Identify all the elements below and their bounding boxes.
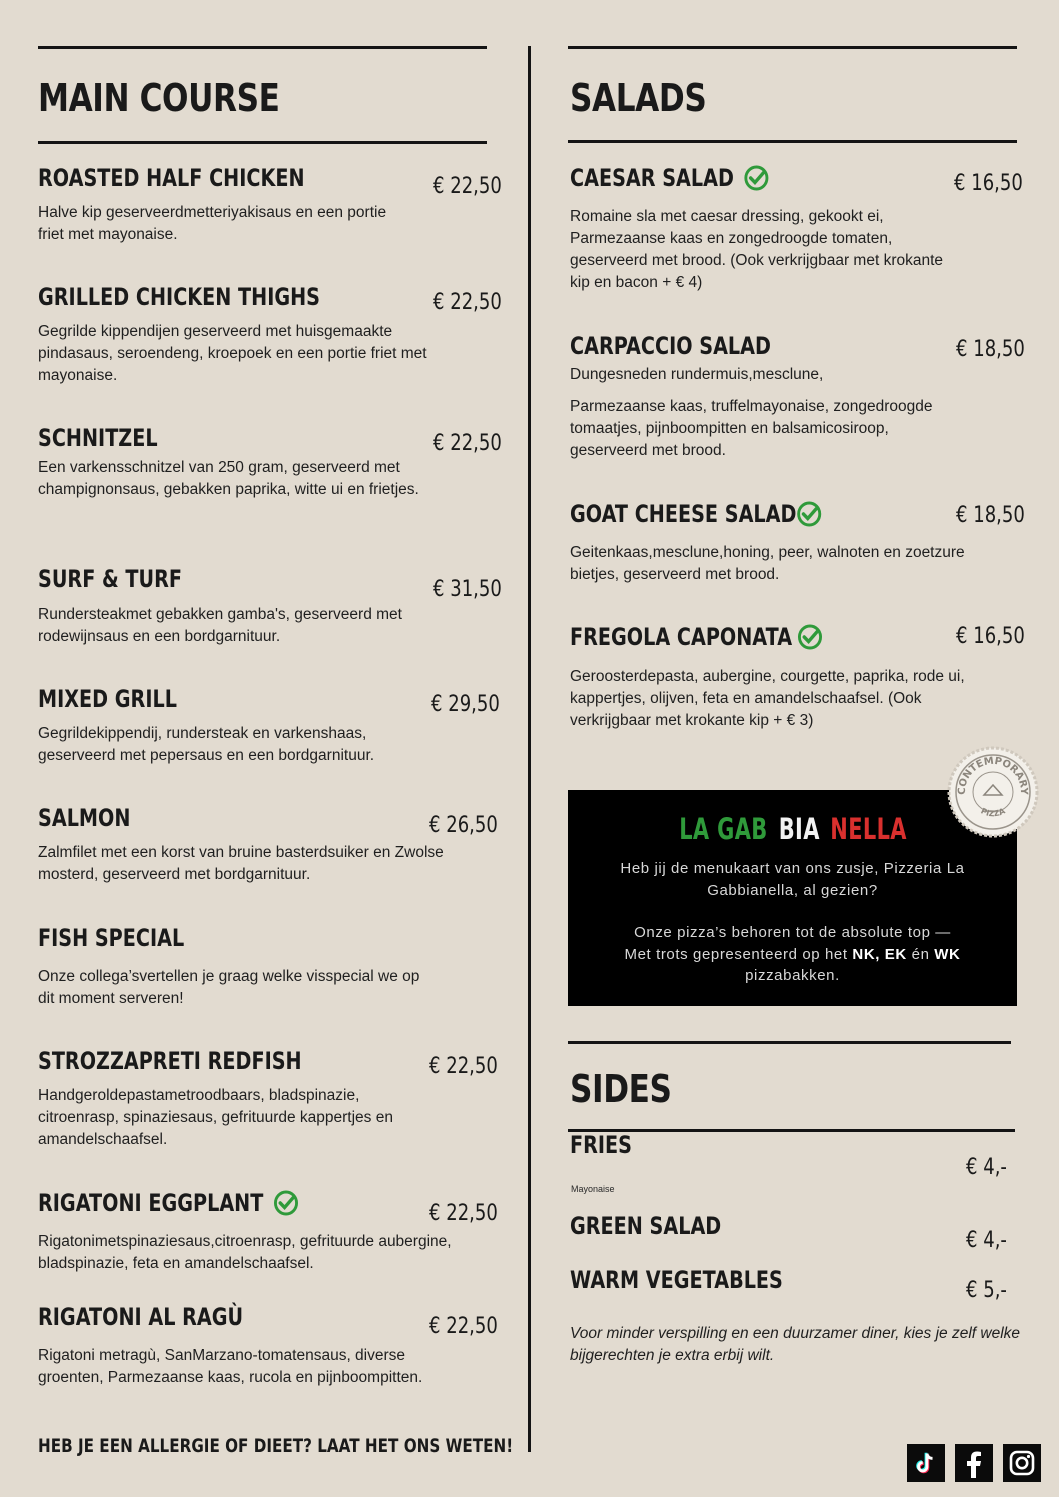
menu-item-price: € 29,50 — [431, 692, 500, 717]
menu-item-title: MIXED GRILL — [38, 685, 177, 713]
menu-item-description: Rundersteakmet gebakken gamba's, geserveerd met rodewijnsaus en een bordgarnituur. — [38, 606, 402, 645]
vegetarian-check-icon — [796, 500, 823, 528]
main-course-rule — [38, 141, 487, 144]
menu-item-price: € 22,50 — [429, 1314, 498, 1339]
menu-item-description: Handgeroldepastametroodbaars, bladspinazie, citroenrasp, spinaziesaus, gefrituurde kappertjes en amandelschaafsel. — [38, 1087, 393, 1148]
salad-item-price: € 18,50 — [956, 337, 1025, 362]
side-item-price: € 5,- — [966, 1278, 1007, 1303]
side-item-title: GREEN SALAD — [570, 1212, 722, 1240]
menu-item-description: Zalmfilet met een korst van bruine basterdsuiker en Zwolse mosterd, geserveerd met bordgarnituur. — [38, 844, 444, 883]
menu-item-title: RIGATONI EGGPLANT — [38, 1189, 297, 1217]
salad-item-price: € 16,50 — [954, 171, 1023, 196]
vegetarian-check-icon — [272, 1189, 299, 1217]
contemporary-pizza-stamp — [946, 745, 1040, 839]
menu-item-description: Halve kip geserveerdmetteriyakisaus en een portie friet met mayonaise. — [38, 204, 387, 243]
menu-item-title: SCHNITZEL — [38, 424, 158, 452]
salads-heading: SALADS — [570, 76, 707, 120]
menu-item-description: Een varkensschnitzel van 250 gram, geserveerd met champignonsaus, gebakken paprika, witte ui en frietjes. — [38, 459, 419, 498]
menu-item-title: SALMON — [38, 804, 131, 832]
menu-item-title: GRILLED CHICKEN THIGHS — [38, 283, 320, 311]
salad-item-description: Geitenkaas,mesclune,honing, peer, walnoten en zoetzure bietjes, geserveerd met brood. — [570, 544, 965, 583]
vegetarian-check-icon — [796, 623, 823, 651]
menu-item-price: € 22,50 — [433, 290, 502, 315]
salad-item-description: Dungesneden rundermuis,mesclune, — [570, 366, 824, 383]
stamp-subtext: PIZZA — [979, 806, 1007, 819]
sides-note: Voor minder verspilling en een duurzamer diner, kies je zelf welke bijgerechten je extra erbij wilt. — [570, 1325, 1021, 1364]
tiktok-icon[interactable] — [907, 1444, 945, 1482]
menu-item-price: € 22,50 — [429, 1201, 498, 1226]
menu-item-title: FISH SPECIAL — [38, 924, 185, 952]
allergy-note: HEB JE EEN ALLERGIE OF DIEET? LAAT HET ONS WETEN! — [38, 1435, 514, 1457]
vegetarian-check-icon — [743, 164, 770, 192]
side-item-title: FRIES — [570, 1131, 632, 1159]
sides-top-rule — [568, 1041, 1011, 1044]
menu-item-description: Onze collega’svertellen je graag welke visspecial we op dit moment serveren! — [38, 968, 420, 1007]
menu-item-description: Rigatonimetspinaziesaus,citroenrasp, gefrituurde aubergine, bladspinazie, feta en amandelschaafsel. — [38, 1233, 452, 1272]
menu-item-title: SURF & TURF — [38, 565, 183, 593]
facebook-icon[interactable] — [955, 1444, 993, 1482]
menu-item-title: STROZZAPRETI REDFISH — [38, 1047, 302, 1075]
top-rule-right — [568, 46, 1017, 49]
salad-item-title: CAESAR SALAD — [570, 164, 768, 192]
salads-rule — [568, 140, 1017, 143]
menu-item-price: € 31,50 — [433, 577, 502, 602]
menu-item-price: € 22,50 — [433, 174, 502, 199]
menu-item-price: € 22,50 — [429, 1054, 498, 1079]
salad-item-price: € 16,50 — [956, 624, 1025, 649]
instagram-icon[interactable] — [1003, 1444, 1041, 1482]
promo-title: LA GAB BIA NELLA — [679, 812, 907, 846]
menu-item-title: ROASTED HALF CHICKEN — [38, 164, 305, 192]
salad-item-description: Geroosterdepasta, aubergine, courgette, paprika, rode ui, kappertjes, olijven, feta en amandelschaafsel. (Ook verkrijgbaar met krokante kip + € 3) — [570, 668, 965, 729]
menu-item-price: € 26,50 — [429, 813, 498, 838]
menu-item-price: € 22,50 — [433, 431, 502, 456]
column-divider — [528, 46, 531, 1452]
salad-item-title: FREGOLA CAPONATA — [570, 623, 821, 651]
menu-item-description: Rigatoni metragù, SanMarzano-tomatensaus, diverse groenten, Parmezaanse kaas, rucola en pijnboompitten. — [38, 1347, 423, 1386]
side-item-title: WARM VEGETABLES — [570, 1266, 783, 1294]
sides-heading: SIDES — [570, 1067, 672, 1111]
salad-item-title: CARPACCIO SALAD — [570, 332, 771, 360]
salad-item-description: Parmezaanse kaas, truffelmayonaise, zongedroogde tomaatjes, pijnboompitten en balsamicosiroop, geserveerd met brood. — [570, 398, 933, 459]
menu-item-title: RIGATONI AL RAGÙ — [38, 1303, 244, 1331]
sides-rule — [568, 1129, 1015, 1132]
salad-item-title: GOAT CHEESE SALAD — [570, 500, 820, 528]
top-rule-left — [38, 46, 487, 49]
promo-text: Heb jij de menukaart van ons zusje, Pizzeria La Gabbianella, al gezien? Onze pizza’s behoren tot de absolute top — Met trots gepresenteerd op het NK, EK én WK pizzabakken. — [620, 860, 965, 984]
menu-item-description: Gegrildekippendij, rundersteak en varkenshaas, geserveerd met pepersaus en een bordgarnituur. — [38, 725, 375, 764]
side-item-price: € 4,- — [966, 1155, 1007, 1180]
side-item-price: € 4,- — [966, 1228, 1007, 1253]
menu-item-description: Gegrilde kippendijen geserveerd met huisgemaakte pindasaus, seroendeng, kroepoek en een portie friet met mayonaise. — [38, 323, 427, 384]
salad-item-description: Romaine sla met caesar dressing, gekookt ei, Parmezaanse kaas en zongedroogde tomaten, geserveerd met brood. (Ook verkrijgbaar met krokante kip en bacon + € 4) — [570, 208, 944, 291]
side-item-subtext: Mayonaise — [571, 1184, 615, 1194]
salad-item-price: € 18,50 — [956, 503, 1025, 528]
main-course-heading: MAIN COURSE — [38, 76, 280, 120]
stamp-text: CONTEMPORARY — [956, 755, 1030, 795]
